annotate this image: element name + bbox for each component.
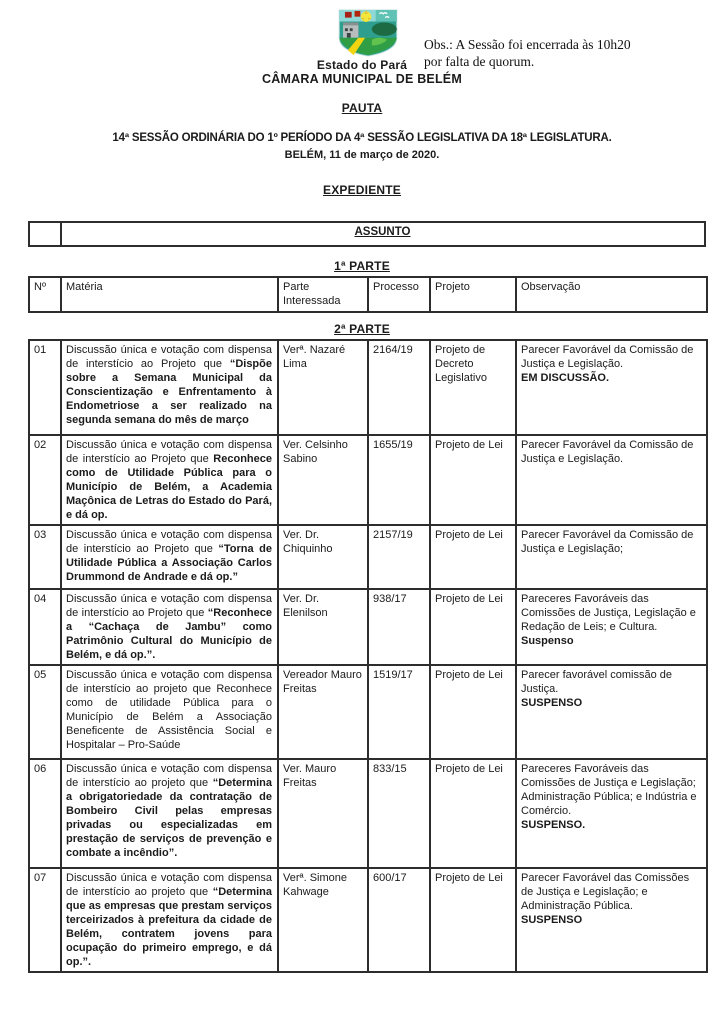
assunto-header-row: [29, 222, 705, 246]
column-header-processo: Processo: [368, 277, 430, 312]
materia-cell: [61, 435, 278, 525]
closure-note-line1: Obs.: A Sessão foi encerrada às 10h20: [424, 37, 631, 52]
materia-emphasis: “Dispõe sobre a Semana Municipal da Conscientização e Enfrentamento à Endometriose a ser realizado na segunda semana do mês de março: [66, 358, 272, 426]
observacao-cell: [516, 525, 707, 589]
table-row: [29, 340, 707, 435]
processo-cell: 833/15: [368, 759, 430, 868]
observacao-cell: [516, 759, 707, 868]
table-row: [29, 868, 707, 972]
institution-label: CÂMARA MUNICIPAL DE BELÉM: [262, 72, 462, 86]
materia-text: Discussão única e votação com dispensa de interstício ao Projeto que: [66, 593, 272, 619]
materia-text: Discussão única e votação com dispensa de interstício ao projeto que Reconhece como de utilidade Pública para o Município de Belém a Associação Beneficente de Assistência Social e Hospitalar – Pro-Saúde: [66, 669, 272, 751]
observacao-cell: [516, 340, 707, 435]
projeto-cell: Projeto de Decreto Legislativo: [430, 340, 516, 435]
observacao-text: Parecer Favorável da Comissão de Justiça e Legislação.: [521, 344, 694, 370]
observacao-status: SUSPENSO: [521, 914, 583, 926]
projeto-cell: Projeto de Lei: [430, 868, 516, 972]
table-row: [29, 759, 707, 868]
column-header-projeto: Projeto: [430, 277, 516, 312]
parte2-table: [28, 339, 708, 973]
processo-cell: 1655/19: [368, 435, 430, 525]
table-row: [29, 525, 707, 589]
parte1-table: [28, 276, 708, 313]
closure-note: [424, 36, 714, 70]
observacao-text: Parecer Favorável da Comissão de Justiça e Legislação;: [521, 529, 694, 555]
column-header-materia: Matéria: [61, 277, 278, 312]
materia-emphasis: “Reconhece a “Cachaça de Jambu” como Patrimônio Cultural do Município de Belém, e dá op.”.: [66, 607, 272, 661]
observacao-status: Suspenso: [521, 635, 574, 647]
column-header-num: Nº: [29, 277, 61, 312]
materia-cell: [61, 525, 278, 589]
parte1-heading: 1ª PARTE: [334, 259, 390, 273]
row-number: 07: [29, 868, 61, 972]
materia-text: Discussão única e votação com dispensa de interstício ao Projeto que: [66, 529, 272, 555]
observacao-text: Parecer Favorável das Comissões de Justiça e Legislação; e Administração Pública.: [521, 872, 690, 912]
materia-text: Discussão única e votação com dispensa de interstício ao Projeto que: [66, 439, 272, 465]
materia-emphasis: “Torna de Utilidade Pública a Associação Carlos Drummond de Andrade e dá op.”: [66, 543, 272, 583]
row-number: 02: [29, 435, 61, 525]
parte-interessada-cell: Vereador Mauro Freitas: [278, 665, 368, 759]
observacao-status: EM DISCUSSÃO.: [521, 372, 610, 384]
projeto-cell: Projeto de Lei: [430, 525, 516, 589]
materia-cell: [61, 665, 278, 759]
expediente-assunto-table: [28, 221, 706, 247]
projeto-cell: Projeto de Lei: [430, 435, 516, 525]
table-row: [29, 589, 707, 665]
parte2-heading: 2ª PARTE: [334, 322, 390, 336]
materia-emphasis: “Determina a obrigatoriedade da contratação de Bombeiro Civil pelas empresas privadas ou especializadas em prestação de serviços de prevenção e combate a incêndio”.: [66, 777, 272, 859]
materia-cell: [61, 340, 278, 435]
session-title: 14ª SESSÃO ORDINÁRIA DO 1º PERÍODO DA 4ª SESSÃO LEGISLATIVA DA 18ª LEGISLATURA.: [112, 132, 612, 144]
table-row: [29, 665, 707, 759]
materia-cell: [61, 759, 278, 868]
parte-interessada-cell: Ver. Dr. Elenilson: [278, 589, 368, 665]
processo-cell: 2164/19: [368, 340, 430, 435]
row-number: 06: [29, 759, 61, 868]
observacao-text: Parecer Favorável da Comissão de Justiça e Legislação.: [521, 439, 694, 465]
parte2-table-body: [29, 340, 707, 972]
processo-cell: 2157/19: [368, 525, 430, 589]
row-number: 04: [29, 589, 61, 665]
parte-interessada-cell: Verª. Nazaré Lima: [278, 340, 368, 435]
table-row: [29, 435, 707, 525]
materia-cell: [61, 589, 278, 665]
parte-interessada-cell: Ver. Dr. Chiquinho: [278, 525, 368, 589]
projeto-cell: Projeto de Lei: [430, 759, 516, 868]
processo-cell: 938/17: [368, 589, 430, 665]
projeto-cell: Projeto de Lei: [430, 665, 516, 759]
row-number: 05: [29, 665, 61, 759]
materia-emphasis: “Determina que as empresas que prestam serviços terceirizados à prefeitura da cidade de Belém, contratem jovens para ocupação do primeiro emprego, e dá op.”.: [66, 886, 272, 968]
closure-note-line2: por falta de quorum.: [424, 54, 535, 69]
materia-text: Discussão única e votação com dispensa de interstício ao projeto que: [66, 872, 272, 898]
processo-cell: 600/17: [368, 868, 430, 972]
observacao-text: Pareceres Favoráveis das Comissões de Justiça, Legislação e Redação de Leis; e Cultura.: [521, 593, 696, 633]
materia-text: Discussão única e votação com dispensa de interstício ao Projeto que: [66, 344, 272, 370]
doc-title: PAUTA: [341, 101, 383, 115]
processo-cell: 1519/17: [368, 665, 430, 759]
expediente-heading: EXPEDIENTE: [322, 183, 402, 197]
observacao-text: Pareceres Favoráveis das Comissões de Justiça e Legislação; Administração Pública; e Indústria e Comércio.: [521, 763, 697, 817]
observacao-text: Parecer favorável comissão de Justiça.: [521, 669, 673, 695]
projeto-cell: Projeto de Lei: [430, 589, 516, 665]
assunto-header-label: ASSUNTO: [61, 222, 705, 246]
observacao-cell: [516, 665, 707, 759]
observacao-cell: [516, 435, 707, 525]
parte-interessada-cell: Verª. Simone Kahwage: [278, 868, 368, 972]
session-date: BELÉM, 11 de março de 2020.: [284, 149, 440, 161]
parte-interessada-cell: Ver. Celsinho Sabino: [278, 435, 368, 525]
observacao-cell: [516, 868, 707, 972]
parte-interessada-cell: Ver. Mauro Freitas: [278, 759, 368, 868]
row-number: 03: [29, 525, 61, 589]
materia-text: Discussão única e votação com dispensa de interstício ao projeto que: [66, 763, 272, 789]
belem-coat-of-arms-logo: [337, 9, 399, 57]
materia-cell: [61, 868, 278, 972]
observacao-status: SUSPENSO: [521, 697, 583, 709]
column-header-observacao: Observação: [516, 277, 707, 312]
column-header-parte-interessada: Parte Interessada: [278, 277, 368, 312]
state-label: Estado do Pará: [316, 58, 408, 72]
materia-emphasis: Reconhece como de Utilidade Pública para o Município de Belém, a Academia Maçônica de Letras do Estado do Pará, e dá op.: [66, 453, 272, 521]
assunto-empty-cell: [29, 222, 61, 246]
observacao-cell: [516, 589, 707, 665]
observacao-status: SUSPENSO.: [521, 819, 586, 831]
row-number: 01: [29, 340, 61, 435]
parte1-header-row: [29, 277, 707, 312]
